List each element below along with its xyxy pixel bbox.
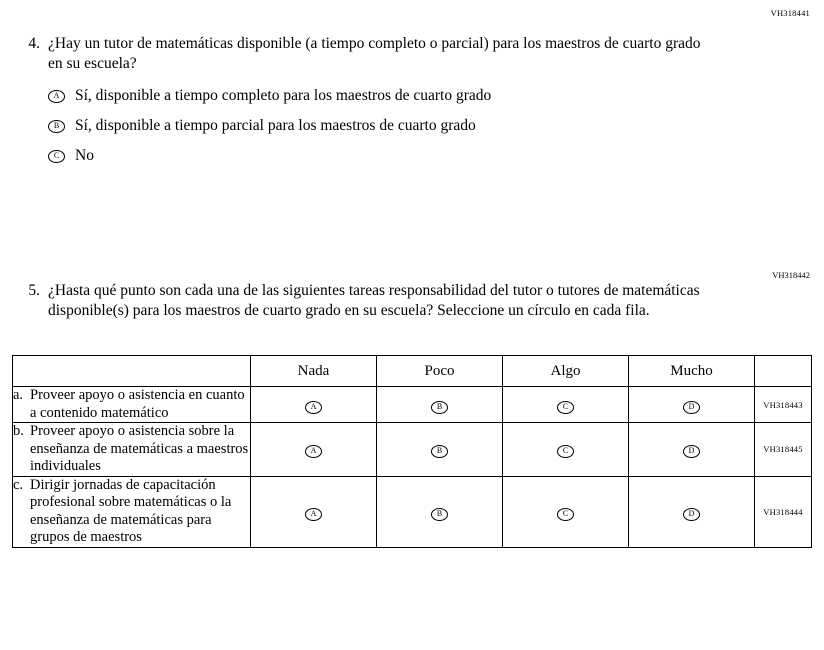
- question-4-text: ¿Hay un tutor de matemáticas disponible (a tiempo completo o parcial) para los maestros de cuarto grado en su escuela?: [48, 35, 701, 72]
- radio-bubble-icon[interactable]: C: [557, 445, 574, 458]
- row-b-label-cell: [13, 423, 251, 477]
- row-c-label: Dirigir jornadas de capacitación profesional sobre matemáticas o la enseñanza de matemáticas para grupos de maestros: [30, 476, 232, 545]
- row-c-letter: c.: [13, 476, 24, 493]
- column-header-algo: Algo: [503, 356, 629, 387]
- question-5-matrix-table: [12, 355, 812, 548]
- question-5-number: 5.: [28, 282, 40, 299]
- column-header-nada: Nada: [251, 356, 377, 387]
- row-c-label-cell: [13, 476, 251, 547]
- row-b-option-nada[interactable]: [251, 423, 377, 477]
- row-c-option-nada[interactable]: [251, 476, 377, 547]
- row-b-option-mucho[interactable]: [629, 423, 755, 477]
- radio-bubble-icon[interactable]: B: [48, 120, 65, 133]
- question-4-option-b-label: Sí, disponible a tiempo parcial para los maestros de cuarto grado: [75, 117, 476, 134]
- radio-bubble-icon[interactable]: B: [431, 445, 448, 458]
- question-5-item-id: VH318442: [772, 270, 810, 280]
- column-header-mucho: Mucho: [629, 356, 755, 387]
- page-item-id-top: VH318441: [770, 8, 810, 18]
- question-4-option-a-label: Sí, disponible a tiempo completo para los maestros de cuarto grado: [75, 87, 492, 104]
- row-a-letter: a.: [13, 387, 24, 403]
- row-b-label: Proveer apoyo o asistencia sobre la enseñanza de matemáticas a maestros individuales: [30, 423, 249, 474]
- question-4-prompt: [14, 34, 704, 74]
- table-row: [13, 387, 812, 423]
- radio-bubble-icon[interactable]: D: [683, 401, 700, 414]
- column-header-id: [755, 356, 812, 387]
- row-a-option-mucho[interactable]: [629, 387, 755, 423]
- question-4-options: [48, 86, 704, 166]
- table-row: [13, 423, 812, 477]
- radio-bubble-icon[interactable]: A: [305, 401, 322, 414]
- radio-bubble-icon[interactable]: A: [48, 90, 65, 103]
- row-c-option-mucho[interactable]: [629, 476, 755, 547]
- row-a-label-cell: [13, 387, 251, 423]
- question-4-option-a[interactable]: [48, 86, 704, 106]
- row-c-option-poco[interactable]: [377, 476, 503, 547]
- row-b-option-poco[interactable]: [377, 423, 503, 477]
- row-a-label: Proveer apoyo o asistencia en cuanto a contenido matemático: [30, 387, 245, 421]
- row-a-option-poco[interactable]: [377, 387, 503, 423]
- radio-bubble-icon[interactable]: D: [683, 508, 700, 521]
- radio-bubble-icon[interactable]: A: [305, 445, 322, 458]
- question-4-option-c-label: No: [75, 147, 94, 164]
- radio-bubble-icon[interactable]: C: [557, 401, 574, 414]
- question-4-option-b[interactable]: [48, 116, 704, 136]
- question-5: [14, 281, 704, 321]
- row-b-option-algo[interactable]: [503, 423, 629, 477]
- row-b-letter: b.: [13, 423, 24, 439]
- column-header-poco: Poco: [377, 356, 503, 387]
- radio-bubble-icon[interactable]: A: [305, 508, 322, 521]
- row-a-option-nada[interactable]: [251, 387, 377, 423]
- radio-bubble-icon[interactable]: D: [683, 445, 700, 458]
- radio-bubble-icon[interactable]: B: [431, 508, 448, 521]
- question-5-text: ¿Hasta qué punto son cada una de las siguientes tareas responsabilidad del tutor o tutores de matemáticas disponible(s) para los maestros de cuarto grado en su escuela? Seleccione un círculo en cada fila.: [48, 282, 700, 319]
- row-c-option-algo[interactable]: [503, 476, 629, 547]
- row-c-item-id: VH318444: [755, 476, 812, 547]
- radio-bubble-icon[interactable]: B: [431, 401, 448, 414]
- radio-bubble-icon[interactable]: C: [48, 150, 65, 163]
- radio-bubble-icon[interactable]: C: [557, 508, 574, 521]
- table-row: [13, 476, 812, 547]
- question-4: [14, 34, 704, 176]
- column-header-blank: [13, 356, 251, 387]
- question-4-option-c[interactable]: [48, 146, 704, 166]
- row-a-item-id: VH318443: [755, 387, 812, 423]
- question-4-number: 4.: [28, 35, 40, 52]
- table-header-row: [13, 356, 812, 387]
- question-5-prompt: [14, 281, 704, 321]
- row-a-option-algo[interactable]: [503, 387, 629, 423]
- row-b-item-id: VH318445: [755, 423, 812, 477]
